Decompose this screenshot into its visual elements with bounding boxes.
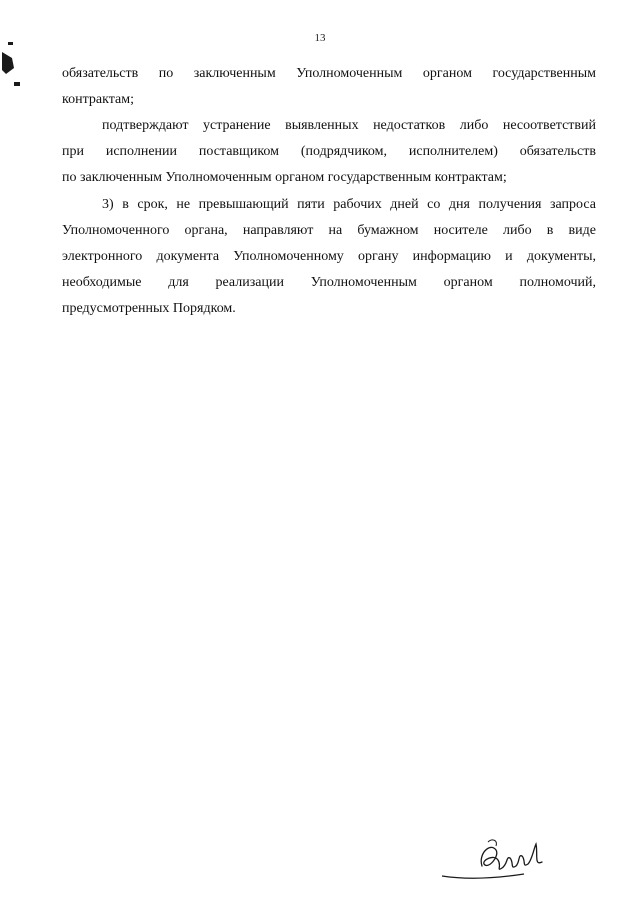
- paragraph-line: необходимые для реализации Уполномоченным органом полномочий,: [62, 275, 596, 290]
- paragraph-line: обязательств по заключенным Уполномоченным органом государственным: [62, 66, 596, 81]
- paragraph-line: 3) в срок, не превышающий пяти рабочих дней со дня получения запроса: [102, 197, 596, 212]
- paragraph-line: контрактам;: [62, 92, 134, 107]
- paragraph-line: по заключенным Уполномоченным органом государственным контрактам;: [62, 170, 507, 185]
- paragraph-line: электронного документа Уполномоченному органу информацию и документы,: [62, 249, 596, 264]
- paragraph-line: подтверждают устранение выявленных недостатков либо несоответствий: [102, 118, 596, 133]
- paragraph-line: при исполнении поставщиком (подрядчиком, исполнителем) обязательств: [62, 144, 596, 159]
- paragraph-line: предусмотренных Порядком.: [62, 301, 236, 316]
- handwritten-signature-icon: [438, 836, 550, 888]
- page-number: 13: [314, 32, 326, 44]
- scan-margin-marks-icon: [0, 40, 24, 100]
- paragraph-line: Уполномоченного органа, направляют на бумажном носителе либо в виде: [62, 223, 596, 238]
